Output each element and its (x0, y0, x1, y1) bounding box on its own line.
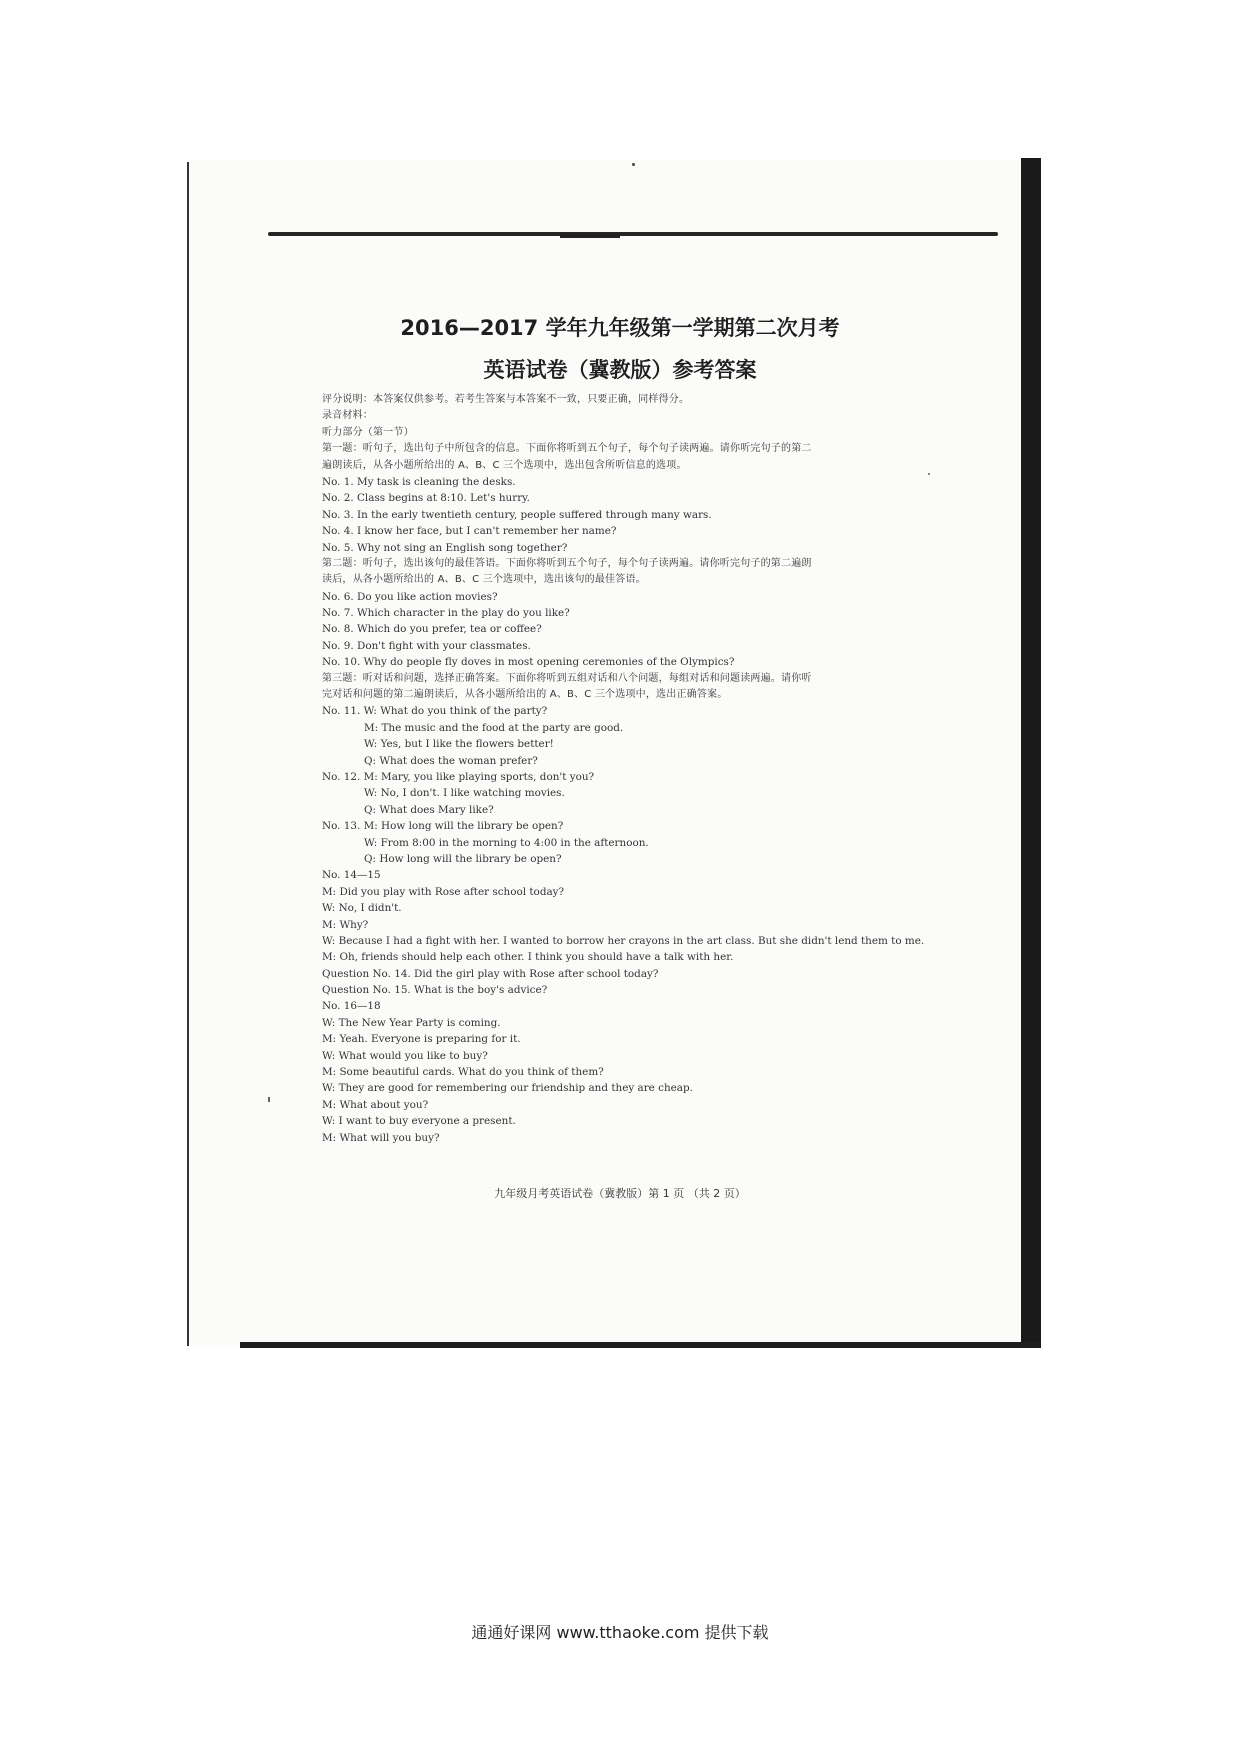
document-subtitle: 英语试卷（冀教版）参考答案 (483, 358, 757, 382)
dialogue-line: M: Some beautiful cards. What do you think of them? (322, 1066, 604, 1079)
list-item: No. 4. I know her face, but I can't remember her name? (322, 525, 617, 538)
section2-instructions: 读后，从各小题所给出的 A、B、C 三个选项中，选出该句的最佳答语。 (322, 574, 646, 586)
dialogue-line: Q: How long will the library be open? (364, 852, 562, 865)
scan-speck (632, 163, 635, 166)
dialogue-line (322, 703, 932, 719)
dialogue-text: M: Mary, you like playing sports, don't you? (363, 770, 595, 783)
page-footer: 九年级月考英语试卷（冀教版）第 1 页 （共 2 页） (494, 1187, 746, 1200)
recording-label: 录音材料： (322, 410, 373, 422)
list-item: No. 2. Class begins at 8:10. Let's hurry. (322, 492, 530, 505)
dialogue-text: M: How long will the library be open? (363, 820, 564, 833)
dialogue-line: W: No, I didn't. (322, 902, 402, 915)
list-item: No. 10. Why do people fly doves in most opening ceremonies of the Olympics? (322, 656, 735, 669)
dialogue-line: Q: What does the woman prefer? (364, 754, 538, 767)
dialogue-block-label: No. 14—15 (322, 869, 381, 882)
list-item: No. 7. Which character in the play do you like? (322, 607, 570, 620)
listening-section-label: 听力部分（第一节） (322, 426, 414, 438)
download-watermark: 通通好课网 www.tthaoke.com 提供下载 (471, 1623, 769, 1642)
dialogue-line (322, 818, 932, 834)
scan-speck (268, 1097, 270, 1102)
header-rule (268, 232, 998, 236)
dialogue-line: W: Yes, but I like the flowers better! (364, 738, 554, 751)
dialogue-line: W: What would you like to buy? (322, 1049, 488, 1062)
dialogue-line: W: I want to buy everyone a present. (322, 1115, 516, 1128)
list-item: No. 9. Don't fight with your classmates. (322, 639, 531, 652)
section1-instructions: 第一题：听句子，选出句子中所包含的信息。下面你将听到五个句子，每个句子读两遍。请你听完句子的第二 (322, 443, 812, 455)
dialogue-block-label: No. 16—18 (322, 1000, 381, 1013)
dialogue-line: W: They are good for remembering our friendship and they are cheap. (322, 1082, 693, 1095)
dialogue-line: Question No. 14. Did the girl play with Rose after school today? (322, 967, 659, 980)
dialogue-line: M: Oh, friends should help each other. I think you should have a talk with her. (322, 951, 734, 964)
dialogue-line: Question No. 15. What is the boy's advice? (322, 984, 548, 997)
section3-instructions: 完对话和问题的第二遍朗读后，从各小题所给出的 A、B、C 三个选项中，选出正确答案。 (322, 689, 728, 701)
answer-key-body (322, 392, 932, 1146)
document-title: 2016—2017 学年九年级第一学期第二次月考 (400, 316, 840, 340)
dialogue-line: M: What about you? (322, 1098, 429, 1111)
header-rule-mark (560, 233, 620, 248)
scan-left-edge (187, 162, 189, 1346)
dialogue-line: W: Because I had a fight with her. I wanted to borrow her crayons in the art class. But she didn't lend them to me. (322, 934, 925, 947)
dialogue-line: M: The music and the food at the party are good. (364, 721, 624, 734)
dialogue-line: W: From 8:00 in the morning to 4:00 in the afternoon. (364, 836, 649, 849)
section2-instructions: 第二题：听句子，选出该句的最佳答语。下面你将听到五个句子，每个句子读两遍。请你听完句子的第二遍朗 (322, 557, 812, 569)
dialogue-line: W: The New Year Party is coming. (322, 1016, 501, 1029)
dialogue-line: M: What will you buy? (322, 1131, 440, 1144)
dialogue-line: M: Yeah. Everyone is preparing for it. (322, 1033, 521, 1046)
dialogue-line: M: Why? (322, 918, 369, 931)
dialogue-label: No. 11. (322, 705, 361, 718)
dialogue-line (322, 769, 932, 785)
list-item: No. 3. In the early twentieth century, people suffered through many wars. (322, 508, 712, 521)
dialogue-text: W: What do you think of the party? (363, 705, 548, 718)
dialogue-label: No. 13. (322, 820, 361, 833)
dialogue-line: W: No, I don't. I like watching movies. (364, 787, 565, 800)
dialogue-line: M: Did you play with Rose after school today? (322, 885, 565, 898)
scan-right-edge (1021, 158, 1041, 1348)
scan-bottom-edge (240, 1342, 1040, 1348)
dialogue-label: No. 12. (322, 770, 361, 783)
scoring-note: 评分说明：本答案仅供参考。若考生答案与本答案不一致，只要正确，同样得分。 (322, 394, 690, 405)
list-item: No. 8. Which do you prefer, tea or coffee? (322, 623, 542, 636)
dialogue-line: Q: What does Mary like? (364, 803, 494, 816)
section3-instructions: 第三题：听对话和问题，选择正确答案。下面你将听到五组对话和八个问题，每组对话和问题读两遍。请你听 (322, 672, 812, 684)
list-item: No. 6. Do you like action movies? (322, 590, 498, 603)
list-item: No. 1. My task is cleaning the desks. (322, 475, 516, 488)
section1-instructions: 遍朗读后，从各小题所给出的 A、B、C 三个选项中，选出包含所听信息的选项。 (322, 459, 687, 471)
list-item: No. 5. Why not sing an English song together? (322, 541, 568, 554)
